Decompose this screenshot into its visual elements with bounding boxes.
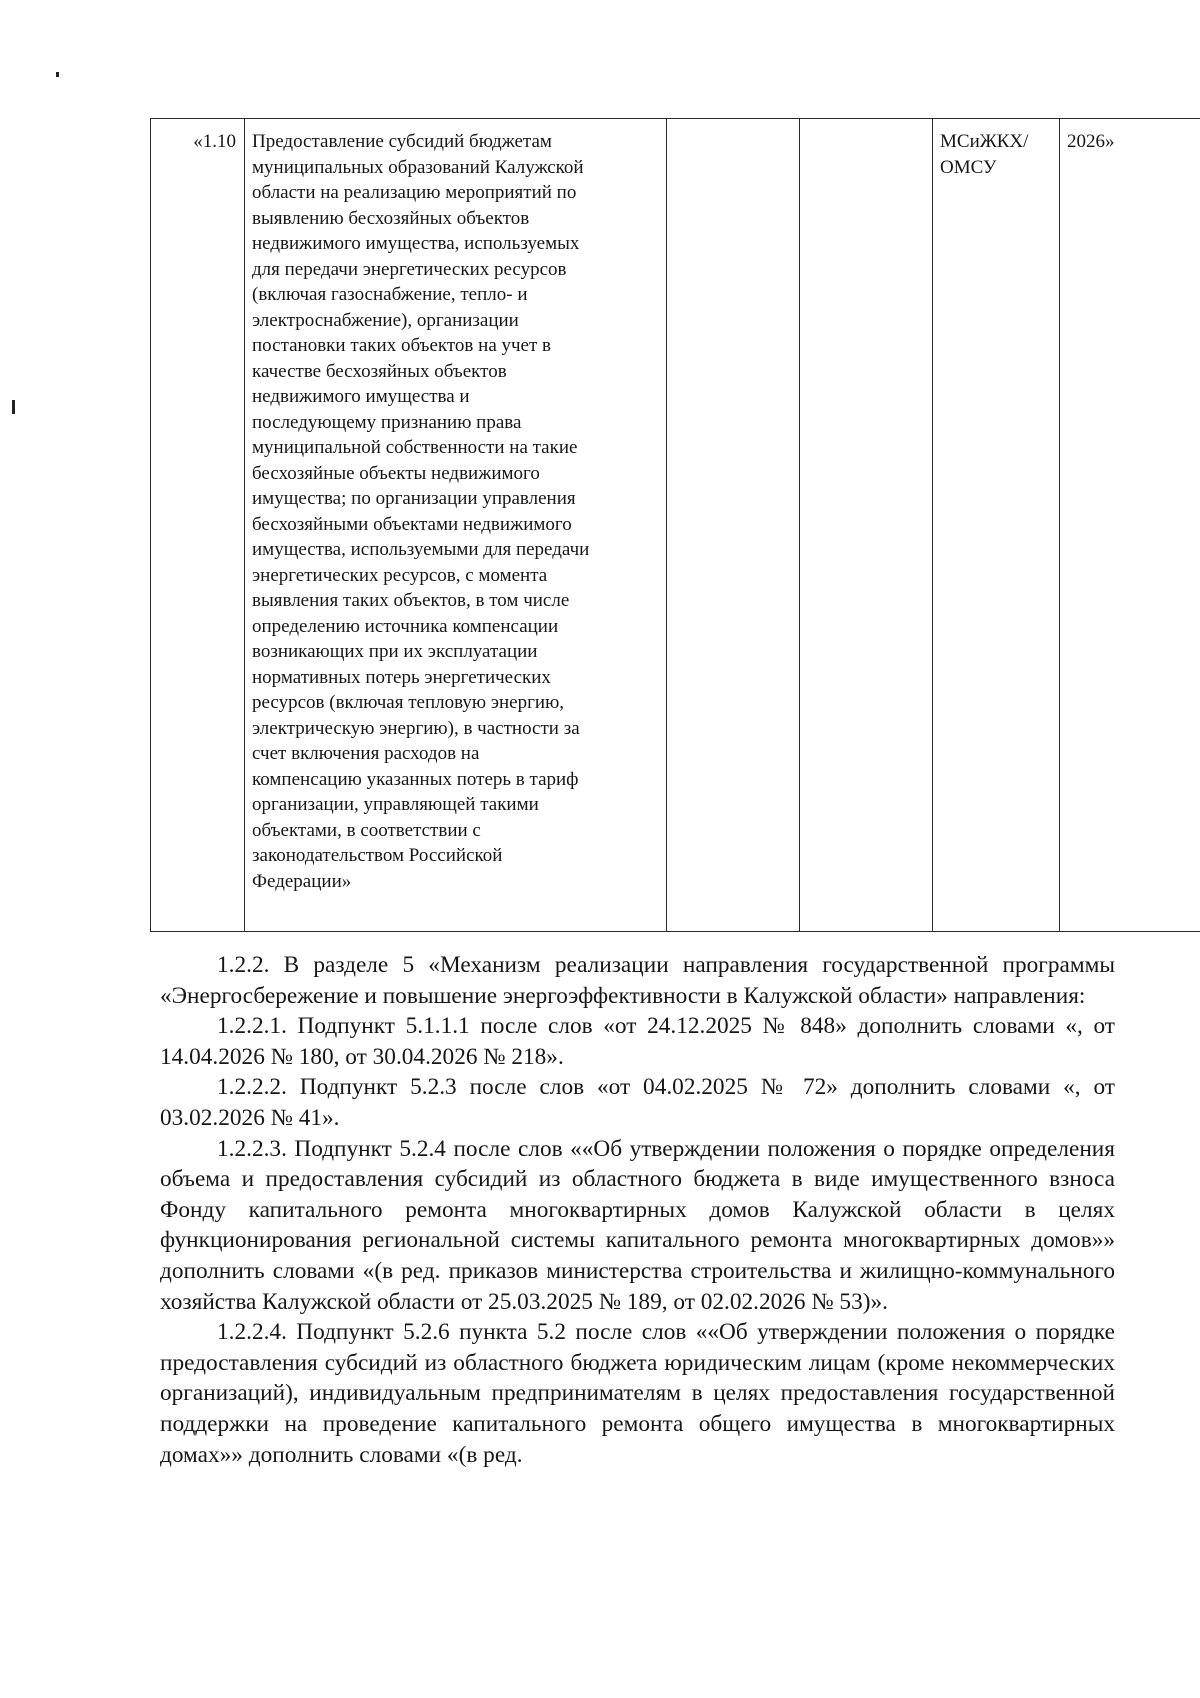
description-line: недвижимого имущества, используемых <box>252 233 580 254</box>
description-line: постановки таких объектов на учет в <box>252 335 552 356</box>
description-line: счет включения расходов на <box>252 743 480 764</box>
description-line: энергетических ресурсов, с момента <box>252 564 548 586</box>
description-line: объектами, в соответствии с <box>252 819 481 841</box>
description-line: выявления таких объектов, в том числе <box>252 590 570 611</box>
description-line: имущества, используемыми для передачи <box>252 539 590 560</box>
description-line: бесхозяйными объектами недвижимого <box>252 513 572 535</box>
description-line: последующему признанию права <box>252 411 522 433</box>
year-cell <box>1060 119 1200 932</box>
description-line: для передачи энергетических ресурсов <box>252 258 567 280</box>
paragraph: 1.2.2. В разделе 5 «Механизм реализации направления государственной программы «Энергосбережение и повышение энергоэффективности в Калужской области» направления: <box>160 952 1115 1009</box>
paragraph: 1.2.2.4. Подпункт 5.2.6 пункта 5.2 после слов ««Об утверждении положения о порядке предоставления субсидий из областного бюджета юридическим лицам (кроме некоммерческих организаций), индивидуальным предпринимателям в целях предоставления государственной поддержки на проведение капитального ремонта общего имущества в многоквартирных домах»» дополнить словами «(в ред. <box>160 1319 1115 1468</box>
amendments-text <box>160 950 1115 1470</box>
description-line: Предоставление субсидий бюджетам <box>252 131 552 152</box>
description-line: выявлению бесхозяйных объектов <box>252 207 530 229</box>
scan-speck <box>12 400 15 414</box>
year-value: 2026» <box>1067 131 1115 152</box>
row-number: «1.10 <box>193 131 236 152</box>
paragraph: 1.2.2.1. Подпункт 5.1.1.1 после слов «от 24.12.2025 № 848» дополнить словами «, от 14.04.2026 № 180, от 30.04.2026 № 218». <box>160 1013 1115 1070</box>
description-line: компенсацию указанных потерь в тариф <box>252 768 579 790</box>
empty-cell <box>800 119 933 932</box>
measures-table <box>150 118 1133 932</box>
scan-speck <box>56 72 59 77</box>
description-line: законодательством Российской <box>252 845 503 866</box>
description-cell <box>245 119 667 932</box>
description-line: области на реализацию мероприятий по <box>252 182 577 203</box>
description-line: муниципальной собственности на такие <box>252 437 578 458</box>
description-line: качестве бесхозяйных объектов <box>252 360 507 382</box>
executor-line: ОМСУ <box>940 156 997 178</box>
description-line: недвижимого имущества и <box>252 386 470 407</box>
measures-table-grid <box>150 118 1200 932</box>
description-line: электроснабжение), организации <box>252 309 519 331</box>
description-line: ресурсов (включая тепловую энергию, <box>252 692 565 713</box>
table-row <box>151 119 1200 932</box>
executor-cell <box>933 119 1060 932</box>
description-line: организации, управляющей такими <box>252 794 539 815</box>
description-line: (включая газоснабжение, тепло- и <box>252 284 528 305</box>
empty-cell <box>667 119 800 932</box>
description-line: возникающих при их эксплуатации <box>252 641 538 662</box>
paragraph: 1.2.2.2. Подпункт 5.2.3 после слов «от 04.02.2025 № 72» дополнить словами «, от 03.02.2026 № 41». <box>160 1074 1115 1131</box>
description-line: определению источника компенсации <box>252 615 559 637</box>
description-line: имущества; по организации управления <box>252 488 576 509</box>
description-line: нормативных потерь энергетических <box>252 666 551 688</box>
paragraph: 1.2.2.3. Подпункт 5.2.4 после слов ««Об утверждении положения о порядке определения объема и предоставления субсидий из областного бюджета в виде имущественного взноса Фонду капитального ремонта многоквартирных домов Калужской области в целях функционирования региональной системы капитального ремонта многоквартирных домов»» дополнить словами «(в ред. приказов министерства строительства и жилищно-коммунального хозяйства Калужской области от 25.03.2025 № 189, от 02.02.2026 № 53)». <box>160 1135 1115 1315</box>
executor-line: МСиЖКХ/ <box>940 131 1029 152</box>
description-line: бесхозяйные объекты недвижимого <box>252 462 540 484</box>
description-line: Федерации» <box>252 870 352 892</box>
description-line: электрическую энергию), в частности за <box>252 717 580 739</box>
row-number-cell <box>151 119 245 932</box>
description-line: муниципальных образований Калужской <box>252 156 584 178</box>
